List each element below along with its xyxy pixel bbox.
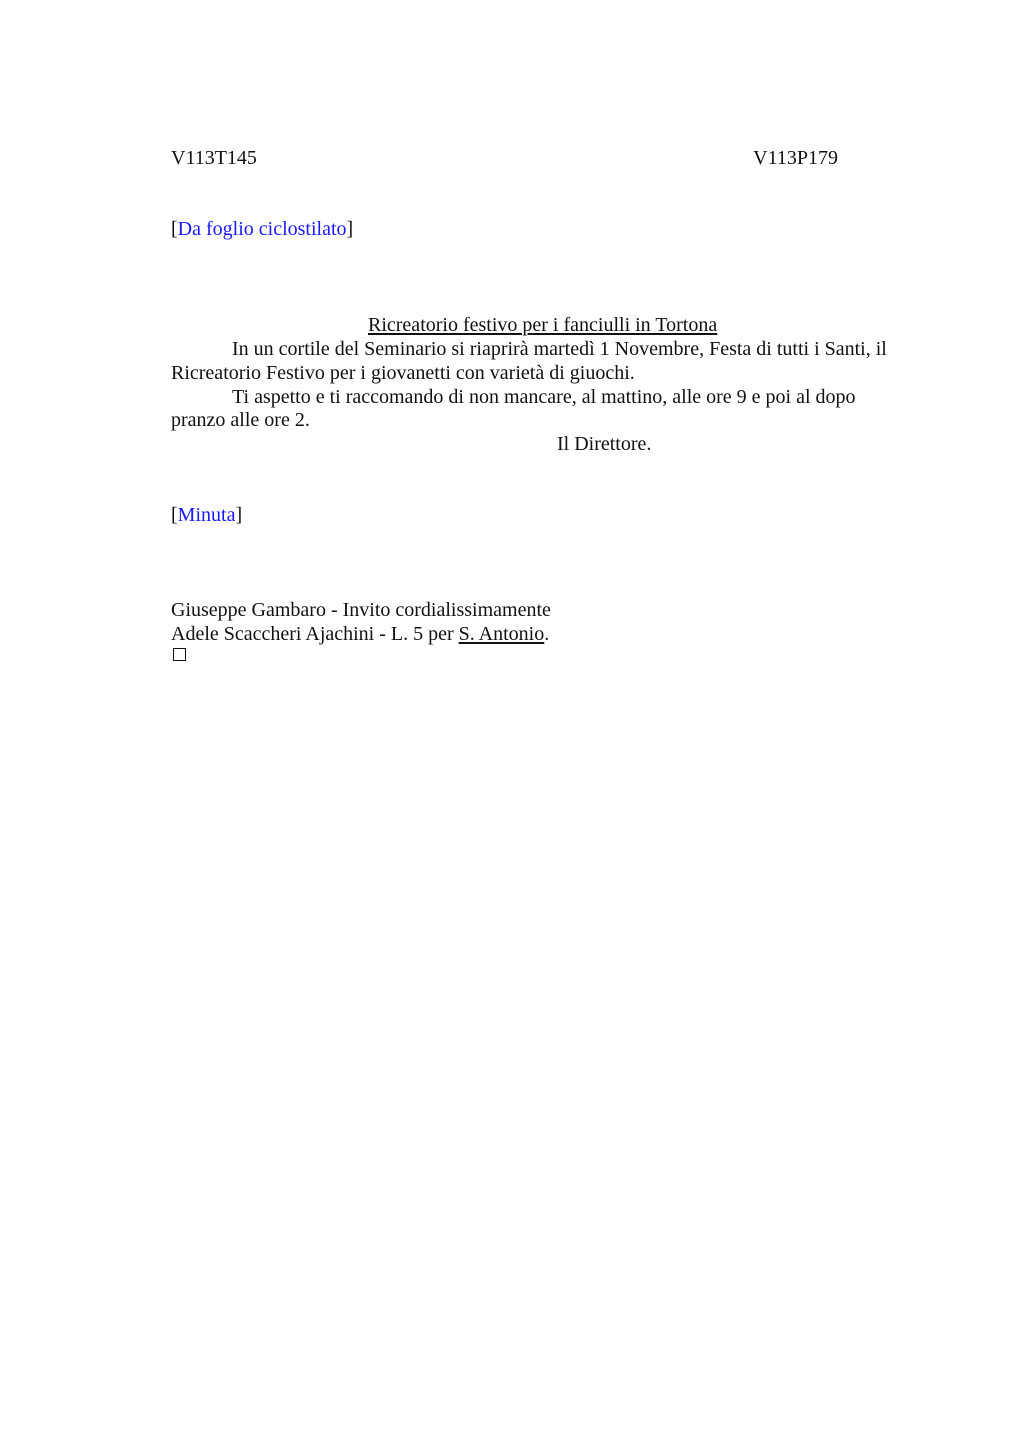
checkbox-icon: [173, 648, 186, 661]
paragraph-2-line-1: Ti aspetto e ti raccomando di non mancare, al mattino, alle ore 9 e poi al dopo: [232, 386, 856, 408]
bracket-open: [: [171, 504, 178, 526]
header-right-code: V113P179: [753, 147, 838, 169]
source-note-link[interactable]: Da foglio ciclostilato: [177, 218, 347, 240]
document-title: Ricreatorio festivo per i fanciulli in Tortona: [368, 314, 718, 336]
note-line-2-underlined: S. Antonio: [458, 623, 545, 645]
header-left-code: V113T145: [171, 147, 257, 169]
minuta-link[interactable]: Minuta: [177, 504, 236, 526]
note-line-1: Giuseppe Gambaro - Invito cordialissimamente: [171, 599, 551, 621]
bracket-close: ]: [346, 218, 354, 240]
note-line-2-prefix: Adele Scaccheri Ajachini - L. 5 per: [171, 623, 459, 645]
signature: Il Direttore.: [557, 433, 652, 455]
bracket-open: [: [171, 218, 178, 240]
paragraph-2-line-2: pranzo alle ore 2.: [171, 409, 310, 431]
source-note-minuta: [171, 503, 242, 527]
paragraph-1-line-1: In un cortile del Seminario si riaprirà martedì 1 Novembre, Festa di tutti i Santi, il: [232, 338, 887, 360]
paragraph-1-line-2: Ricreatorio Festivo per i giovanetti con varietà di giuochi.: [171, 362, 635, 384]
source-note-ciclostilato: [171, 217, 353, 241]
note-line-2-suffix: .: [544, 623, 550, 645]
note-line-2: [171, 622, 549, 646]
bracket-close: ]: [235, 504, 243, 526]
